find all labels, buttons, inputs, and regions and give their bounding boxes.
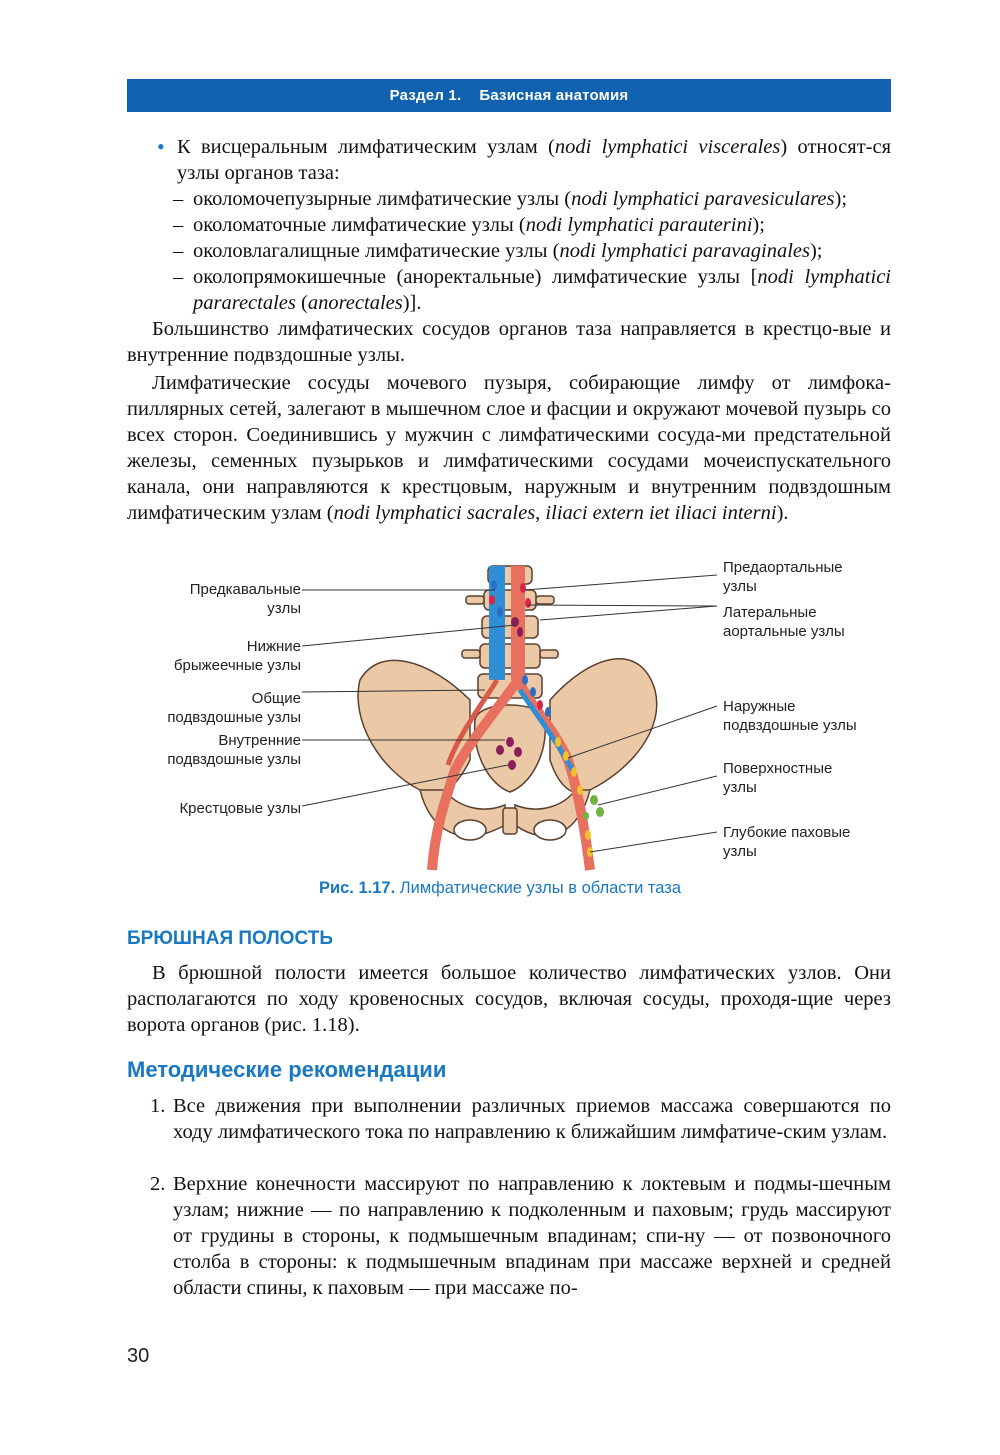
dash-item: – околовлагалищные лимфатические узлы (nodi lymphatici paravaginales); <box>173 240 823 262</box>
abdomen-paragraph: В брюшной полости имеется большое количество лимфатических узлов. Они располагаются по ходу кровеносных сосудов, включая сосуды, проходя-щие через ворота органов (рис. 1.18). <box>127 962 891 1036</box>
section-heading-abdomen: БРЮШНАЯ ПОЛОСТЬ <box>127 928 333 949</box>
label-lateral-aortic-nodes: Латеральные аортальные узлы <box>723 604 845 640</box>
bullet-dot: • <box>157 134 165 159</box>
dash-item: – околомочепузырные лимфатические узлы (nodi lymphatici paravesiculares); <box>173 188 848 210</box>
list-item: 1. Все движения при выполнении различных приемов массажа совершаются по ходу лимфатического тока по направлению к ближайшим лимфатиче-ским узлам. <box>150 1095 891 1143</box>
figure-number: Рис. 1.17. <box>318 879 396 897</box>
dash-item: – околопрямокишечные (аноректальные) лимфатические узлы [nodi lymphatici pararectales (anorectales)]. <box>173 266 891 314</box>
label-precaval-nodes: Предкавальные узлы <box>189 581 301 617</box>
section-number: Раздел 1. <box>389 87 462 104</box>
paragraph-1: Большинство лимфатических сосудов органов таза направляется в крестцо-вые и внутренние подвздошные узлы. <box>127 318 891 366</box>
label-common-iliac-nodes: Общие подвздошные узлы <box>167 690 301 726</box>
bullet-block <box>127 134 891 186</box>
label-superficial-nodes: Поверхностные узлы <box>723 760 833 796</box>
section-heading-guidelines: Методические рекомендации <box>127 1057 447 1082</box>
label-deep-inguinal-nodes: Глубокие паховые узлы <box>723 824 851 860</box>
section-title: Базисная анатомия <box>479 87 629 104</box>
figure-caption <box>0 879 1000 898</box>
label-external-iliac-nodes: Наружные подвздошные узлы <box>723 698 857 734</box>
label-internal-iliac-nodes: Внутренние подвздошные узлы <box>167 732 301 768</box>
paragraph-2: Лимфатические сосуды мочевого пузыря, собирающие лимфу от лимфока-пиллярных сетей, залегают в мышечном слое и фасции и окружают мочевой пузырь со всех сторон. Соединившись у мужчин с лимфатическими сосуда-ми предстательной железы, семенных пузырьков и лимфатическими сосудами мочеиспускательного канала, они направляются к крестцовым, наружным и внутренним подвздошным лимфатическим узлам (nodi lymphatici sacrales, iliaci extern iet iliaci interni). <box>127 372 891 524</box>
label-inferior-mesenteric-nodes: Нижние брыжеечные узлы <box>173 638 301 674</box>
bullet-lead: К висцеральным лимфатическим узлам (nodi lymphatici viscerales) относят-ся узлы органов таза: <box>177 136 892 184</box>
list-item: 2. Верхние конечности массируют по направлению к локтевым и подмы-шечным узлам; нижние — по направлению к подколенным и паховым; грудь массируют от грудины в стороны, к подмышечным впадинам; спи-ну — от позвоночного столба в стороны: к подмышечным впадинам при массаже верхней и средней области спины, к паховым — при массаже по- <box>150 1173 891 1299</box>
label-sacral-nodes: Крестцовые узлы <box>179 800 301 817</box>
dash-item: – околоматочные лимфатические узлы (nodi lymphatici parauterini); <box>173 214 765 236</box>
section-header-bar <box>127 79 891 112</box>
figure-caption-text: Лимфатические узлы в области таза <box>399 879 682 897</box>
label-preaortic-nodes: Предаортальные узлы <box>723 559 843 595</box>
page-number: 30 <box>127 1345 150 1367</box>
